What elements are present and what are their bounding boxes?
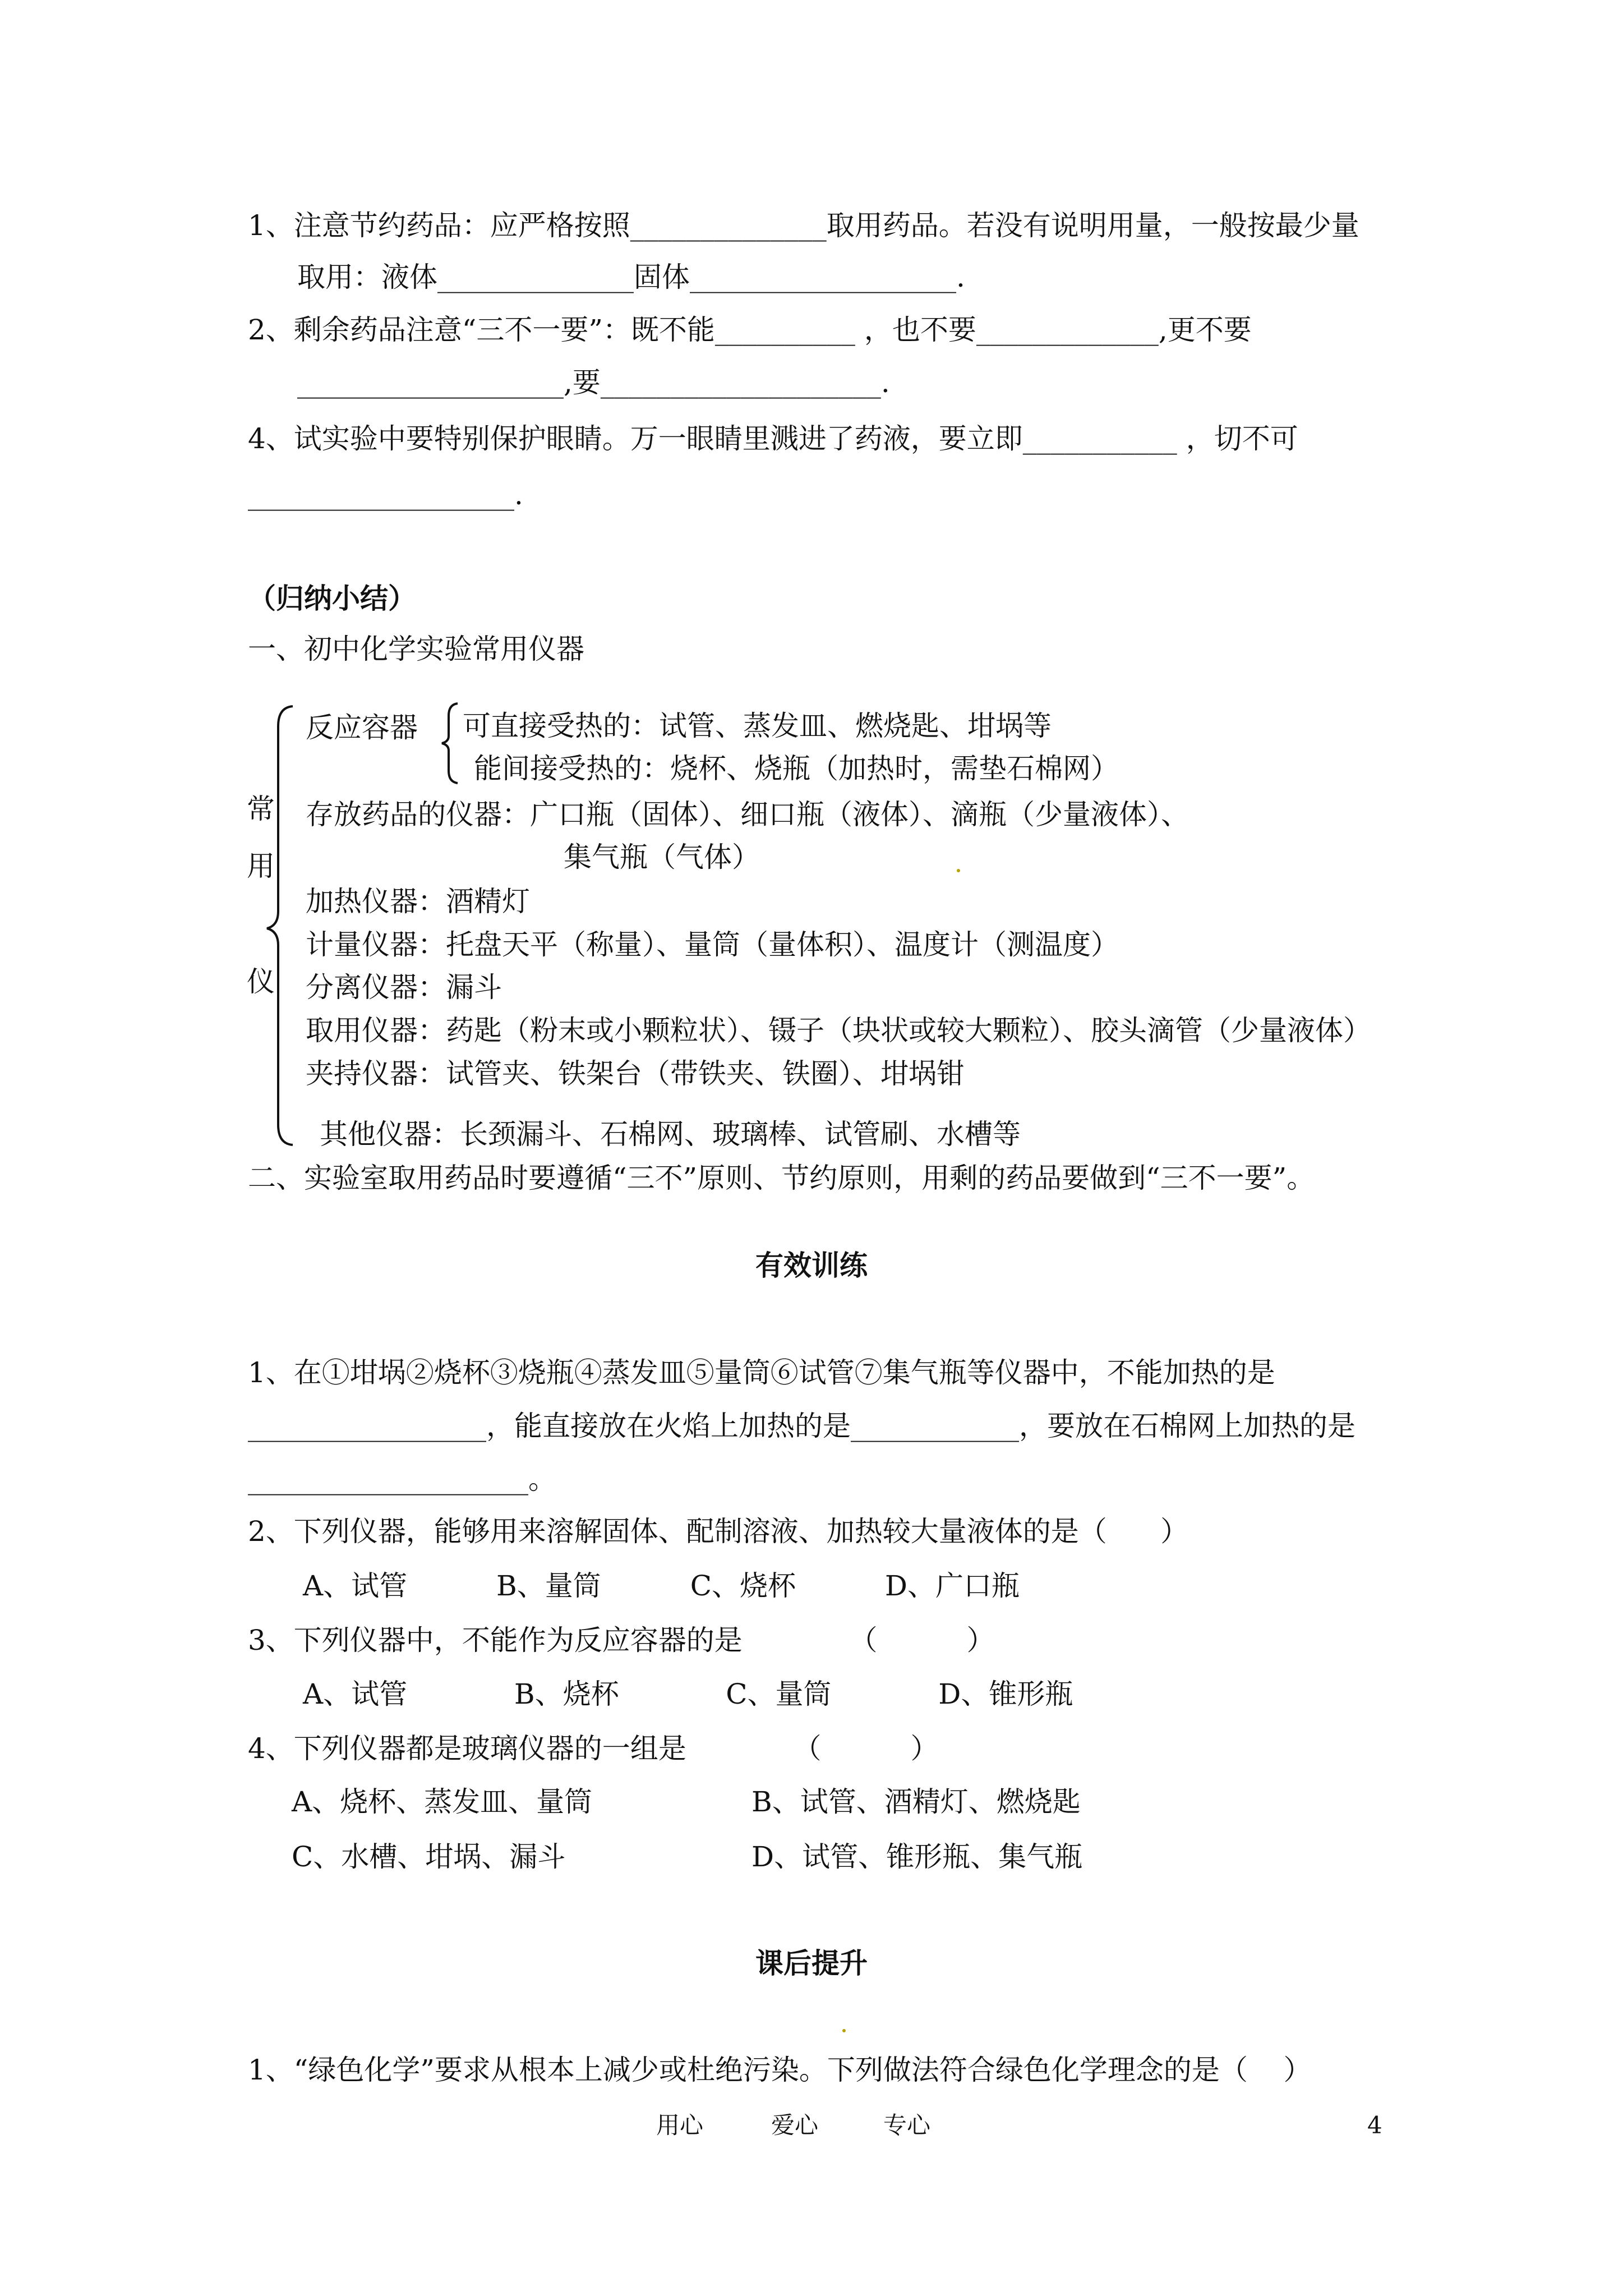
training-q1-line1: 1、在①坩埚②烧杯③烧瓶④蒸发皿⑤量筒⑥试管⑦集气瓶等仪器中，不能加热的是 [248,1356,1275,1389]
afterclass-q1: 1、“绿色化学”要求从根本上减少或杜绝污染。下列做法符合绿色化学理念的是（ ） [248,2054,1312,2086]
training-q1-line3: ____________________。 [248,1463,556,1496]
training-q4-option-a: A、烧杯、蒸发皿、量筒 [292,1786,593,1818]
vertical-label-3: 仪 [247,965,275,998]
storage-line1: 存放药品的仪器：广口瓶（固体）、细口瓶（液体）、滴瓶（少量液体）、 [306,798,1189,831]
stray-dot [842,2029,846,2032]
stray-dot [957,869,960,872]
reaction-container-label: 反应容器 [306,711,418,744]
prep-q1-line2: 取用：液体______________固体___________________. [297,261,965,293]
prep-q2-line2: ___________________,要____________________. [297,366,890,399]
vertical-label-2: 用 [247,850,275,882]
prep-q2-line1: 2、剩余药品注意“三不一要”：既不能__________ ，也不要_____________,更不要 [248,314,1252,346]
separation-instruments: 分离仪器：漏斗 [306,971,502,1004]
training-q4-option-d: D、试管、锥形瓶、集气瓶 [751,1841,1083,1873]
footer-slogan-1: 用心 [656,2111,704,2139]
measuring-instruments: 计量仪器：托盘天平（称量）、量筒（量体积）、温度计（测温度） [306,928,1119,961]
instrument-group-brace [264,704,297,1147]
vertical-label-1: 常 [247,793,275,825]
reaction-indirect-heating: 能间接受热的：烧杯、烧瓶（加热时，需垫石棉网） [474,752,1119,785]
reaction-direct-heating: 可直接受热的：试管、蒸发皿、燃烧匙、坩埚等 [463,710,1052,742]
page-number: 4 [1367,2111,1382,2139]
prep-q1-line1: 1、注意节约药品：应严格按照______________取用药品。若没有说明用量，一般按最少量 [248,209,1359,242]
footer-slogan-2: 爱心 [771,2111,819,2139]
other-instruments: 其他仪器：长颈漏斗、石棉网、玻璃棒、试管刷、水槽等 [320,1118,1021,1151]
footer-slogan-3: 专心 [883,2111,931,2139]
training-q2-stem: 2、下列仪器，能够用来溶解固体、配制溶液、加热较大量液体的是（ ） [248,1515,1189,1548]
taking-instruments: 取用仪器：药匙（粉末或小颗粒状）、镊子（块状或较大颗粒）、胶头滴管（少量液体） [306,1014,1371,1047]
holding-instruments: 夹持仪器：试管夹、铁架台（带铁夹、铁圈）、坩埚钳 [306,1057,965,1090]
training-q1-line2: _________________，能直接放在火焰上加热的是____________，要放在石棉网上加热的是 [248,1410,1355,1442]
prep-q4-line1: 4、试实验中要特别保护眼睛。万一眼睛里溅进了药液，要立即___________ ，切不可 [248,422,1298,455]
storage-line2: 集气瓶（气体） [564,841,760,873]
training-q2-options: A、试管 B、量筒 C、烧杯 D、广口瓶 [303,1570,1020,1602]
prep-q4-line2: ___________________. [248,478,523,511]
training-q4-option-b: B、试管、酒精灯、燃烧匙 [751,1786,1081,1818]
summary-section1: 一、初中化学实验常用仪器 [248,633,584,665]
training-q4-option-c: C、水槽、坩埚、漏斗 [292,1841,566,1873]
reaction-container-brace [439,701,461,785]
summary-heading: （归纳小结） [248,582,416,615]
training-q3-options: A、试管 B、烧杯 C、量筒 D、锥形瓶 [303,1678,1073,1710]
afterclass-heading: 课后提升 [755,1947,868,1980]
training-q4-stem: 4、下列仪器都是玻璃仪器的一组是 （ ） [248,1732,939,1765]
training-heading: 有效训练 [755,1249,868,1282]
training-q3-stem: 3、下列仪器中，不能作为反应容器的是 （ ） [248,1624,995,1657]
heating-instruments: 加热仪器：酒精灯 [306,885,530,918]
summary-section2: 二、实验室取用药品时要遵循“三不”原则、节约原则，用剩的药品要做到“三不一要”。 [248,1162,1315,1194]
